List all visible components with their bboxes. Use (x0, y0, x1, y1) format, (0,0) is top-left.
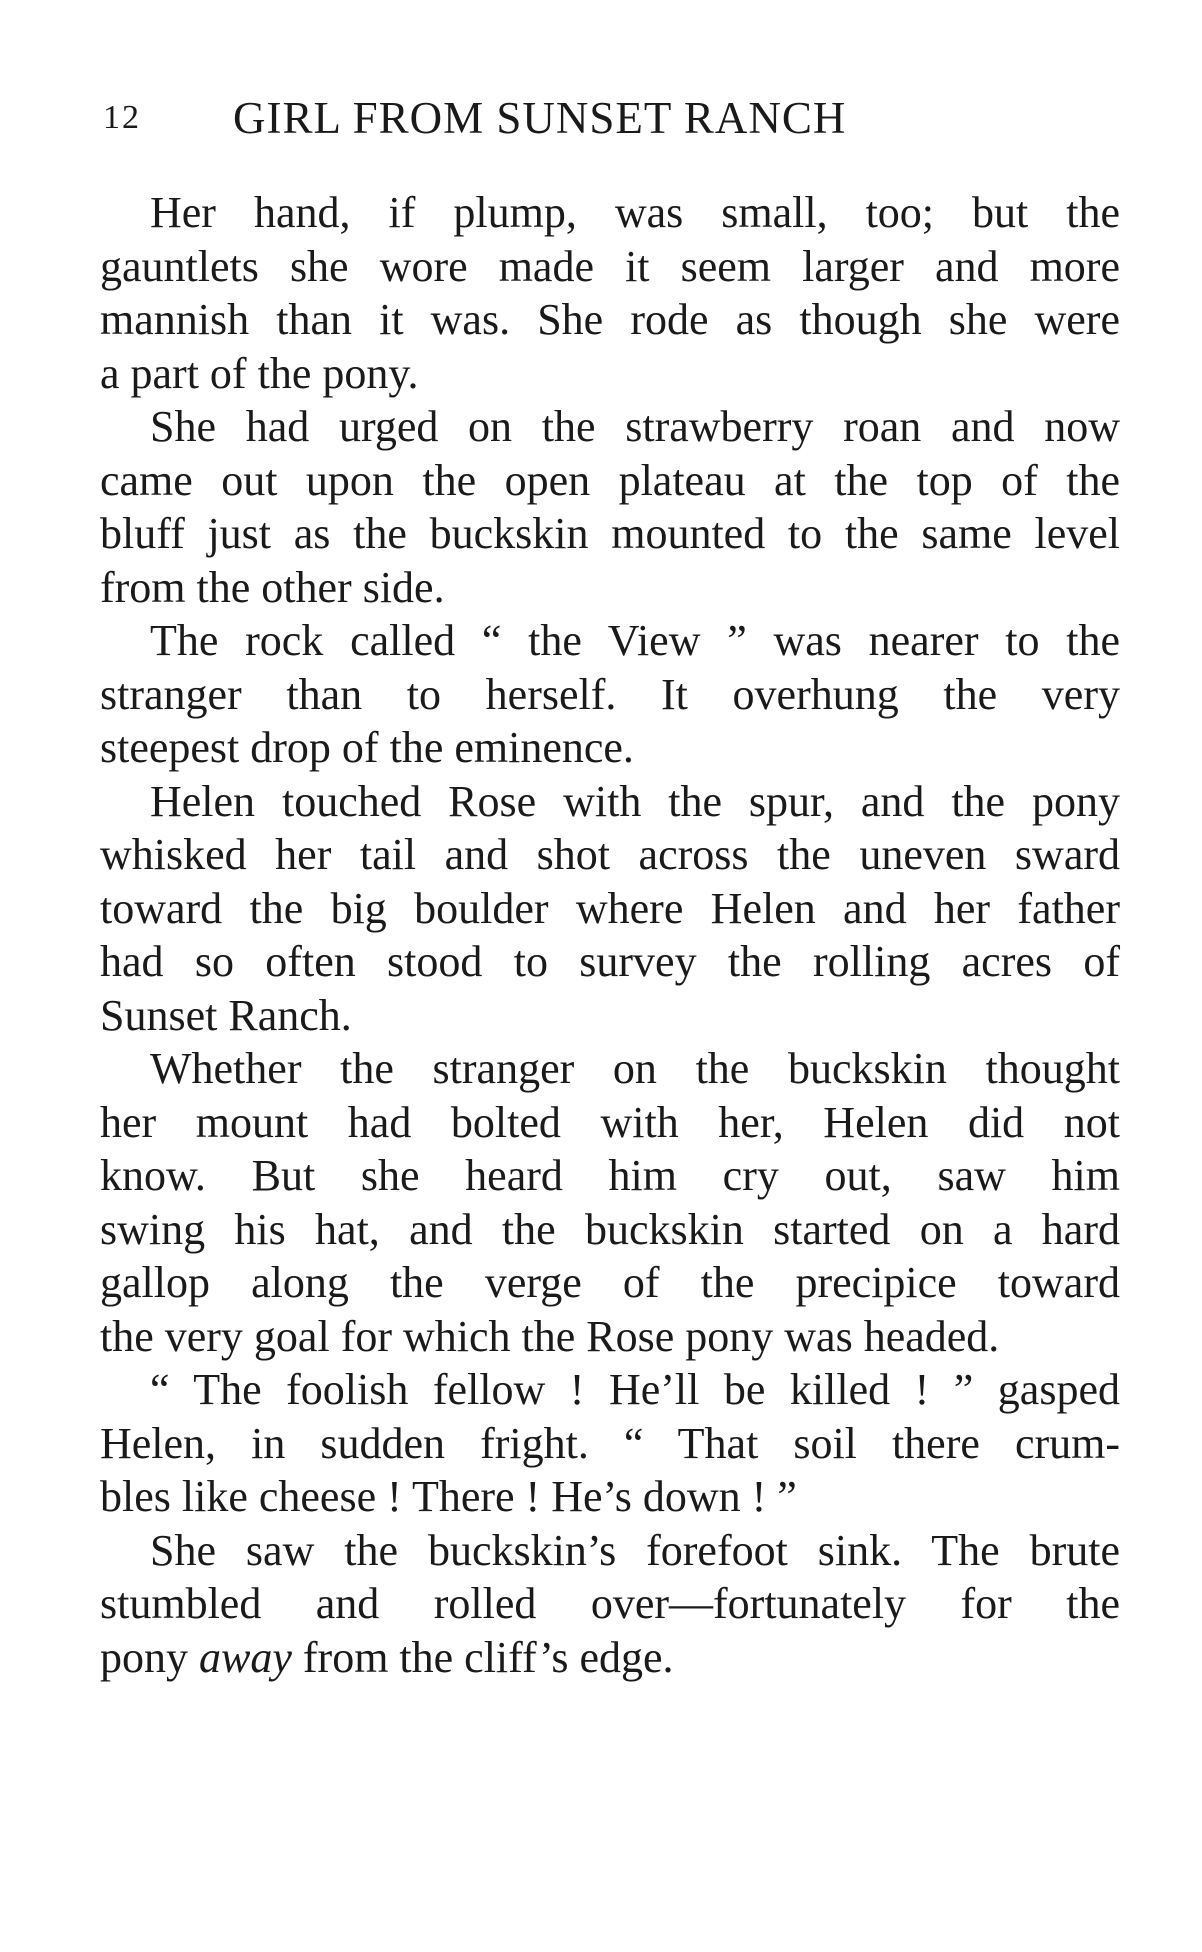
running-head (103, 88, 1003, 148)
text-line: bluff just as the buckskin mounted to the same level (100, 509, 1120, 558)
text-line: swing his hat, and the buckskin started on a hard (100, 1204, 1120, 1254)
text-line: Helen, in sudden fright. “ That soil there crum- (100, 1418, 1120, 1468)
text-line: steepest drop of the eminence. (100, 723, 634, 772)
text-line: The rock called “ the View ” was nearer to the (150, 616, 1120, 665)
text-line: toward the big boulder where Helen and her father (100, 883, 1120, 933)
text-line: Her hand, if plump, was small, too; but the (150, 188, 1120, 237)
text-line: a part of the pony. (100, 348, 419, 398)
text-line (100, 1631, 1120, 1685)
text-line: mannish than it was. She rode as though she were (100, 295, 1120, 344)
text-segment: from the cliff’s edge. (291, 1632, 674, 1682)
text-line: know. But she heard him cry out, saw him (100, 1151, 1120, 1200)
text-line: her mount had bolted with her, Helen did not (100, 1097, 1120, 1147)
text-line: Helen touched Rose with the spur, and the pony (150, 776, 1120, 826)
text-line: She had urged on the strawberry roan and now (150, 402, 1120, 451)
text-line: came out upon the open plateau at the top of the (100, 455, 1120, 505)
emphasized-word: away (199, 1632, 292, 1682)
body-text (100, 186, 1120, 1684)
text-line: Sunset Ranch. (100, 990, 352, 1040)
text-line: had so often stood to survey the rolling acres of (100, 937, 1120, 986)
text-line: gallop along the verge of the precipice toward (100, 1258, 1120, 1307)
text-line: She saw the buckskin’s forefoot sink. The brute (150, 1525, 1120, 1575)
text-line: Whether the stranger on the buckskin thought (150, 1044, 1120, 1093)
text-segment: pony (100, 1632, 199, 1682)
page-number: 12 (103, 99, 141, 136)
text-line: the very goal for which the Rose pony was headed. (100, 1311, 1000, 1361)
text-line: from the other side. (100, 562, 445, 612)
text-line: whisked her tail and shot across the uneven sward (100, 830, 1120, 879)
text-line: stumbled and rolled over—fortunately for the (100, 1579, 1120, 1628)
text-line: “ The foolish fellow ! He’ll be killed ! ” gasped (150, 1365, 1120, 1414)
text-line: stranger than to herself. It overhung the very (100, 669, 1120, 719)
text-line: bles like cheese ! There ! He’s down ! ” (100, 1472, 797, 1521)
running-title: GIRL FROM SUNSET RANCH (233, 93, 847, 143)
text-line: gauntlets she wore made it seem larger and more (100, 241, 1120, 291)
